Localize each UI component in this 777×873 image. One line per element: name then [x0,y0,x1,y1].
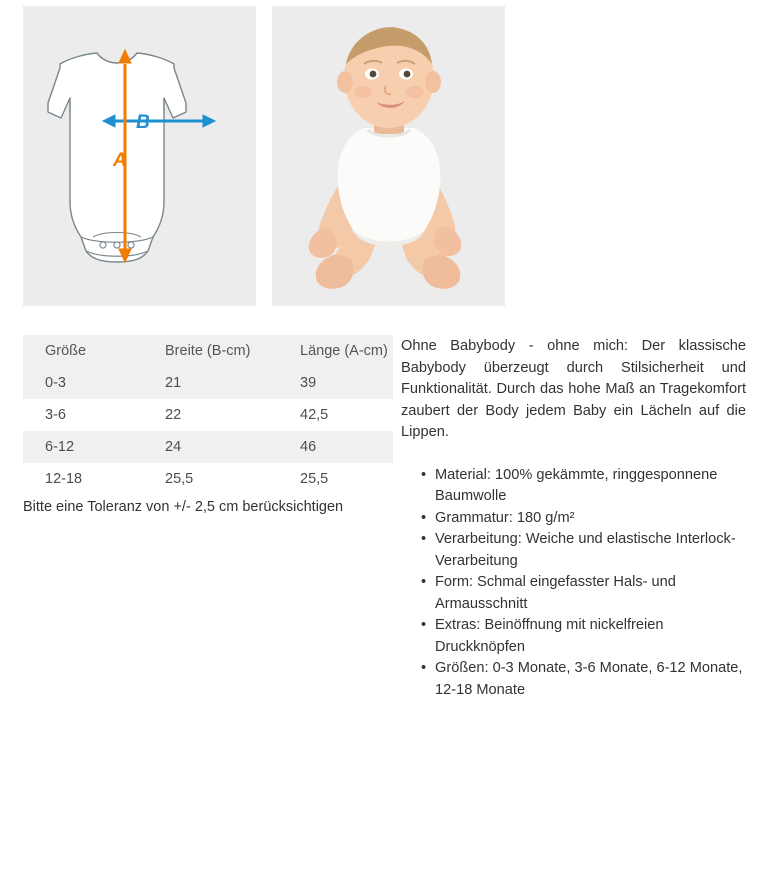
cell-size: 3-6 [45,407,66,423]
list-item: • Form: Schmal eingefasster Hals- und Armausschnitt [421,572,746,615]
feature-list [401,465,746,702]
table-header-row [23,335,393,367]
table-row [23,463,393,495]
description-intro: Ohne Babybody - ohne mich: Der klassische Babybody überzeugt durch Stilsicherheit und Funktionalität. Durch das hohe Maß an Tragekomfort zaubert der Body jedem Baby ein Lächeln auf die Lippen. [401,338,746,440]
list-item: • Größen: 0-3 Monate, 3-6 Monate, 6-12 Monate, 12-18 Monate [421,658,746,701]
tolerance-note: Bitte eine Toleranz von +/- 2,5 cm berücksichtigen [23,499,344,515]
table-row [23,367,393,399]
column-header-size: Größe [23,335,143,367]
cell-width: 22 [165,407,182,423]
cell-size: 12-18 [45,471,83,487]
cell-length: 42,5 [300,407,329,423]
list-item: • Extras: Beinöffnung mit nickelfreien Druckknöpfen [421,615,746,658]
product-photo-panel [272,6,505,306]
measure-label-a: A [113,150,127,171]
list-item: • Grammatur: 180 g/m² [421,508,746,530]
cell-width: 21 [165,375,182,391]
cell-width: 24 [165,439,182,455]
baby-photo-illustration [272,6,505,306]
table-row [23,399,393,431]
cell-size: 6-12 [45,439,75,455]
list-item: • Material: 100% gekämmte, ringgesponnene Baumwolle [421,465,746,508]
table-row [23,431,393,463]
cell-width: 25,5 [165,471,194,487]
cell-length: 39 [300,375,317,391]
bodysuit-outline-icon [23,6,256,306]
cell-size: 0-3 [45,375,66,391]
product-images-row [23,6,505,306]
column-header-length: Länge (A-cm) [278,335,393,367]
list-item: • Verarbeitung: Weiche und elastische Interlock-Verarbeitung [421,529,746,572]
size-table-wrap [23,335,393,495]
column-header-width: Breite (B-cm) [143,335,278,367]
measure-label-b: B [136,112,150,133]
cell-length: 46 [300,439,317,455]
measurement-diagram-panel [23,6,256,306]
size-table [23,335,393,495]
product-description [401,336,746,701]
cell-length: 25,5 [300,471,329,487]
